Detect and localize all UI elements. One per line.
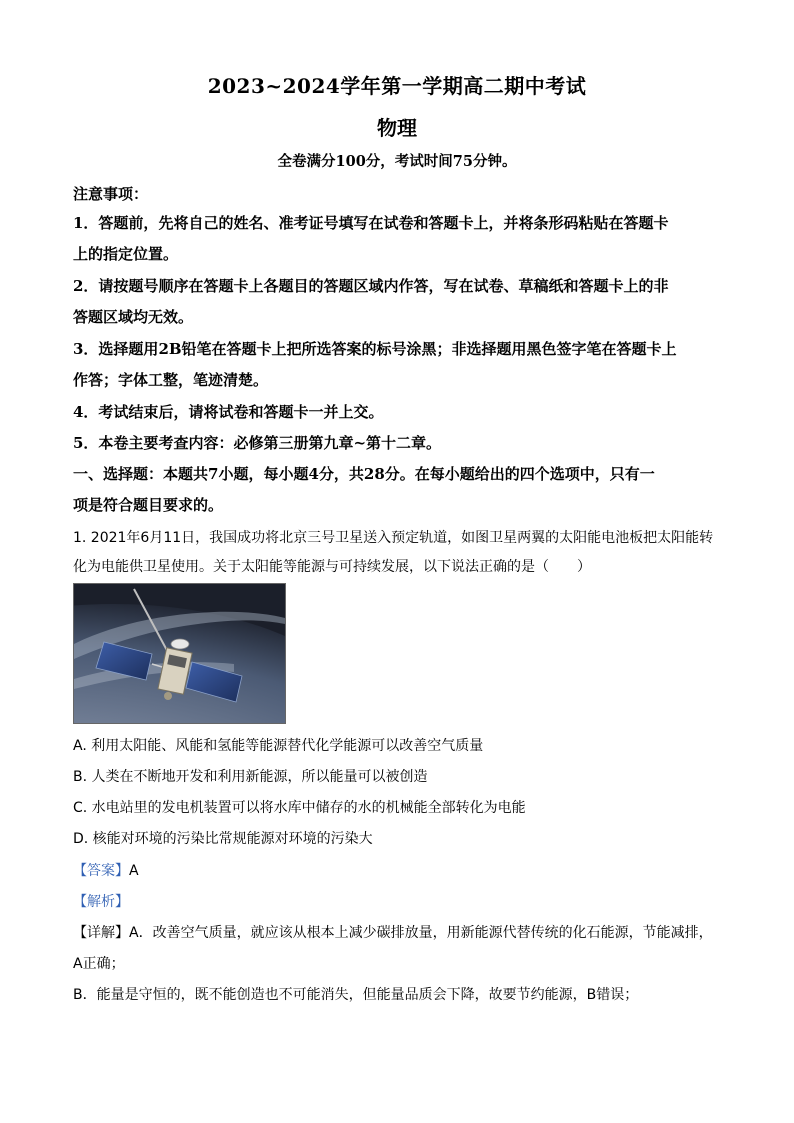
note-line: 4．考试结束后，请将试卷和答题卡一并上交。 <box>73 403 384 421</box>
satellite-illustration <box>74 584 285 723</box>
option-b: B. 人类在不断地开发和利用新能源，所以能量可以被创造 <box>73 769 428 785</box>
answer-row <box>73 860 139 880</box>
section-heading-cont: 项是符合题目要求的。 <box>73 496 224 514</box>
note-line: 3．选择题用2B铅笔在答题卡上把所选答案的标号涂黑；非选择题用黑色签字笔在答题卡上 <box>73 340 677 358</box>
note-line: 5．本卷主要考查内容：必修第三册第九章~第十二章。 <box>73 434 442 452</box>
note-line: 答题区域均无效。 <box>73 308 194 326</box>
detail-line: 【详解】A．改善空气质量，就应该从根本上减少碳排放量，用新能源代替传统的化石能源，节能减排， <box>73 925 713 941</box>
option-d: D. 核能对环境的污染比常规能源对环境的污染大 <box>73 831 373 847</box>
option-a: A. 利用太阳能、风能和氢能等能源替代化学能源可以改善空气质量 <box>73 738 484 754</box>
note-line: 2．请按题号顺序在答题卡上各题目的答题区域内作答，写在试卷、草稿纸和答题卡上的非 <box>73 277 669 295</box>
question-stem-cont: 化为电能供卫星使用。关于太阳能等能源与可持续发展，以下说法正确的是（ ） <box>73 559 591 575</box>
answer-label: 【答案】 <box>73 863 129 879</box>
answer-value: A <box>129 863 139 879</box>
section-heading: 一、选择题：本题共7小题，每小题4分，共28分。在每小题给出的四个选项中，只有一 <box>73 465 655 483</box>
exam-subject: 物理 <box>377 116 417 140</box>
note-line: 上的指定位置。 <box>73 245 179 263</box>
satellite-image <box>73 583 286 724</box>
detail-line: B．能量是守恒的，既不能创造也不可能消失，但能量品质会下降，故要节约能源，B错误； <box>73 987 639 1003</box>
note-line: 1．答题前，先将自己的姓名、准考证号填写在试卷和答题卡上，并将条形码粘贴在答题卡 <box>73 214 669 232</box>
notes-heading: 注意事项： <box>73 185 149 203</box>
exam-title: 2023~2024学年第一学期高二期中考试 <box>207 74 587 98</box>
analysis-label: 【解析】 <box>73 894 129 910</box>
detail-line: A正确； <box>73 956 125 972</box>
question-stem: 1. 2021年6月11日，我国成功将北京三号卫星送入预定轨道，如图卫星两翼的太阳能电池板把太阳能转 <box>73 530 714 546</box>
note-line: 作答；字体工整，笔迹清楚。 <box>73 371 269 389</box>
option-c: C. 水电站里的发电机装置可以将水库中储存的水的机械能全部转化为电能 <box>73 800 526 816</box>
exam-info: 全卷满分100分，考试时间75分钟。 <box>277 153 517 170</box>
